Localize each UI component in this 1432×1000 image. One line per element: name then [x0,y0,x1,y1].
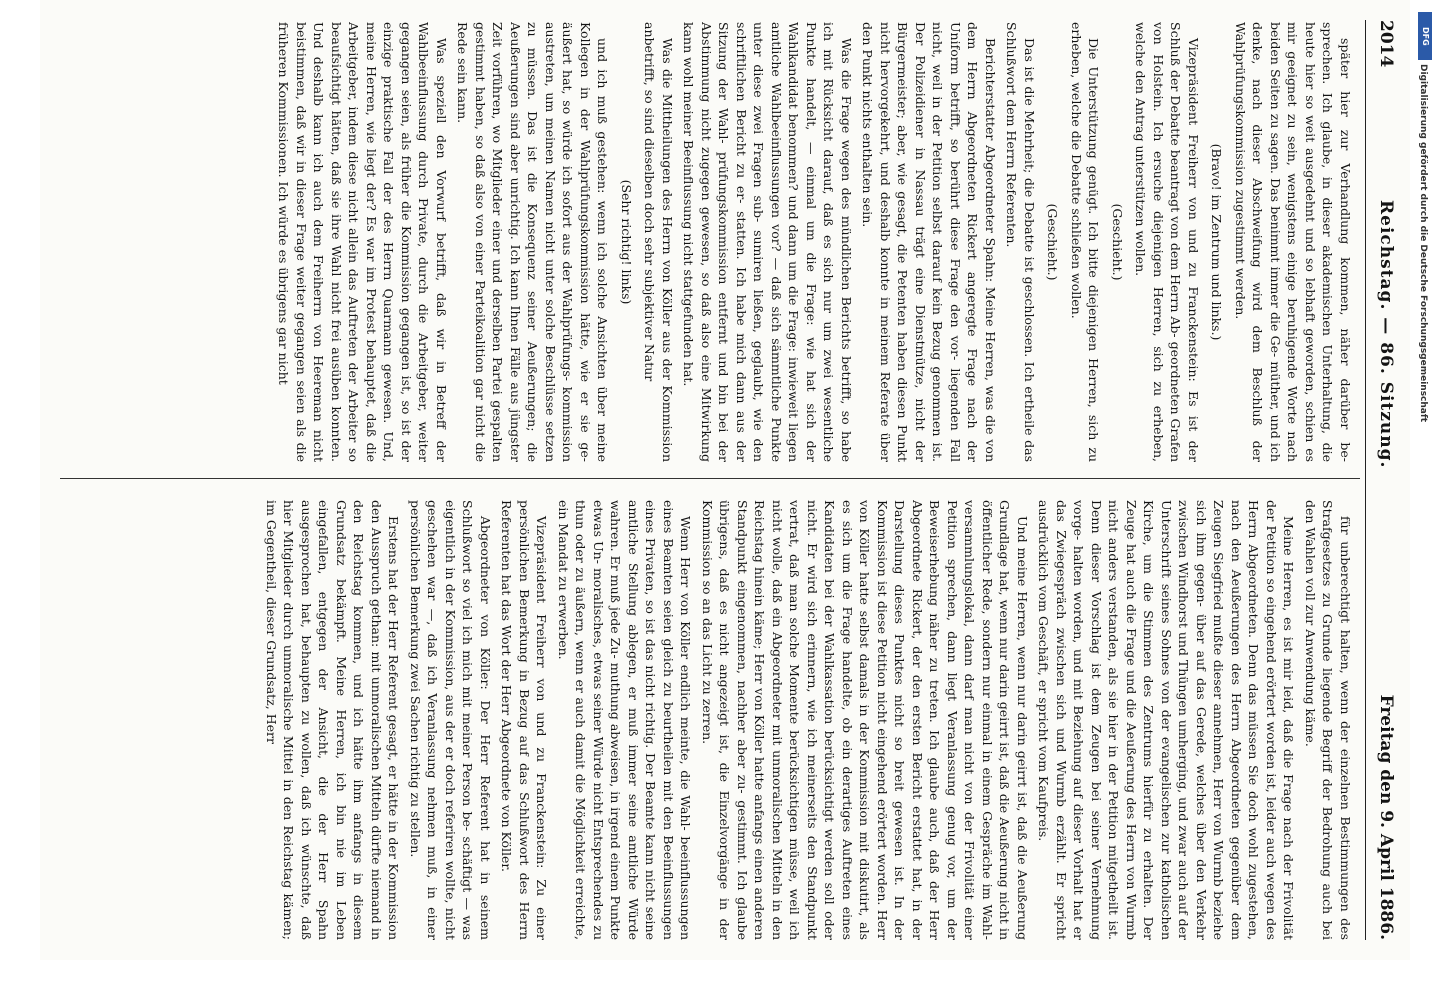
paragraph: Das ist die Mehrheit; die Debatte ist geschlossen. Ich ertheile das Schlußwort dem Herrn Referenten. [1004,22,1037,462]
paragraph: Was die Mittheilungen des Herrn von Köller aus der Kommission anbetrifft, so sind dieselben doch sehr subjektiver Natur [642,22,675,462]
paragraph: Vizepräsident Freiherr von und zu Franckenstein: Es ist der Schluß der Debatte beantragt von dem Herrn Ab- geordneten Grafen von Holstein. Ich ersuche diejenigen Herren, sich zu erheben, welche den Antrag unterstützen wollen. [1133,22,1201,462]
paragraph: Die Unterstützung genügt. Ich bitte diejenigen Herren, sich zu erheben, welche die Debatte schließen wollen. [1069,22,1102,462]
scanned-page [40,0,1410,960]
digitization-credit: Digitalisierung gefördert durch die Deutsche Forschungsgemeinschaft [1418,64,1428,423]
paragraph: Wenn Herr von Köller endlich meinte, die Wahl- beeinflussungen eines Beamten seien gleich zu beurtheilen mit den Beeinflussungen eines Privaten, so ist das nicht richtig. Der Beamte kann nicht seine amtliche Stellung ablegen, er muß immer seine amtliche Würde wahren. Er muß jede Zu- muthung abweisen, in irgend einem Punkte etwas Un- moralisches, etwas seiner Würde nicht Entsprechendes zu thun oder zu äußern, wenn er auch damit die Möglichkeit erreichte, ein Mandat zu erwerben. [556,500,694,940]
session-date: Freitag den 9. April 1886. [1376,694,1396,940]
dfg-logo: DFG [1418,12,1432,60]
paragraph: Vizepräsident Freiherr von und zu Franckenstein: Zu einer persönlichen Bemerkung in Bezug auf das Schlußwort des Herrn Referenten hat das Wort der Herr Abgeordnete von Köller. [499,500,550,940]
paragraph: Abgeordneter von Köller: Der Herr Referent hat in seinem Schlußwort so viel ich mich mit meiner Person be- schäftigt — was eigentlich in der Kommission, aus der er doch referiren wollte, nicht geschehen war —, daß ich Veranlassung nehmen muß, in einer persönlichen Bemerkung zwei Sachen richtig zu stellen. [408,500,493,940]
paragraph: Berichterstatter Abgeordneter Spahn: Meine Herren, was die von dem Herrn Abgeordneten Rickert angeregte Frage nach der Uniform betrifft, so berührt diese Frage den vor- liegenden Fall nicht, weil in der Petition selbst darauf kein Bezug genommen ist. Der Polizeidiener in Nassau trägt eine Dienstmütze, nicht der Bürgermeister; aber, wie gesagt, die Petenten haben diesen Punkt nicht hervorgekehrt, und deshalb konnte in meinem Referate über den Punkt nichts enthalten sein. [860,22,998,462]
paragraph: Und meine Herren, wenn nur darin geirrt ist, daß die Aeußerung Grundlage hat, wenn nur darin geirrt ist, daß die Aeußerung nicht in öffentlicher Rede, sondern nur einmal in einem Gespräche im Wahl- versammlungslokal, dann darf man nicht von der Frivolität einer Petition sprechen, dann liegt Veranlassung genug vor, um der Beweiserhebung näher zu treten. Ich glaube auch, daß der Herr Abgeordnete Rickert, der den ersten Bericht erstattet hat, in der Darstellung dieses Punktes nicht so breit gewesen ist. In der Kommission ist diese Petition nicht eingehend erörtert worden. Herr von Köller hatte selbst damals in der Kommission mit diskutirt, als es sich um die Frage handelte, ob ein derartiges Auftreten eines Kandidaten bei der Wahlkassation berücksichtigt werden soll oder nicht. Er wird sich erinnern, wie ich meinerseits den Standpunkt vertrat, daß man solche Momente berücksichtigen müsse, weil ich nicht wolle, daß ein Abgeordneter mit unmoralischen Mitteln in den Reichstag hinein käme; Herr von Köller hatte anfangs einen anderen Standpunkt eingenommen, nachher aber zu- gestimmt. Ich glaube übrigens, daß es nicht angezeigt ist, die Einzelvorgänge in der Kommission so an das Licht zu zerren. [700,500,1030,940]
paragraph: und ich muß gestehen: wenn ich solche Ansichten über meine Kollegen in der Wahlprüfungskommission hätte, wie er sie ge- äußert hat, so würde ich sofort aus der Wahlprüfungs- kommission austreten, um meinen Namen nicht unter solche Beschlüsse setzen zu müssen. Das ist die Konsequenz seiner Aeußerungen; die Aeußerungen sind aber unrichtig. Ich kann Ihnen Fälle aus jüngster Zeit vorführen, wo Mitglieder einer und derselben Partei gespalten gestimmt haben, so daß also von einer Parteikoalition gar nicht die Rede sein kann. [455,22,611,462]
paragraph: für unberechtigt halten, wenn der einzelnen Bestimmungen des Strafgesetzes zu Grunde liegende Begriff der Bedrohung auch bei den Wahlen voll zur Anwendung käme. [1303,500,1353,940]
paragraph: Was speziell den Vorwurf betrifft, daß wir in Betreff der Wahlbeeinflussung durch Private, durch die Arbeitgeber, weiter gegangen seien, als früher die Kommission gegangen ist, so ist der einzige praktische Fall der des Herrn Quarmann gewesen. Und, meine Herren, wie liegt der? Es war im Protest behauptet, daß die Arbeitgeber, indem diese nicht allein das Auftreten der Arbeiter so beaufsichtigt hätten, daß sie ihre Wahl nicht frei ausüben konnten. Und deshalb kann ich auch dem Freiherrn von Heereman nicht beistimmen, daß wir in dieser Frage weiter gegangen seien als die früheren Kommissionen. Ich würde es übrigens gar nicht [276,22,449,462]
right-column [64,500,1354,940]
session-title: Reichstag. — 86. Sitzung. [1376,200,1396,469]
paragraph: (Geschieht.) [1045,203,1061,281]
paragraph: Was die Frage wegen des mündlichen Berichts betrifft, so habe ich mit Rücksicht darauf, daß es sich nur um zwei wesentliche Punkte handelt, — einmal um die Frage: wie hat sich der Wahlkandidat benommen? und dann um die Frage: inwieweit liegen amtliche Wahlbeeinflussungen vor? — daß sich sämmtliche Punkte unter diese zwei Fragen sub- sumiren ließen, geglaubt, wie den schriftlichen Bericht zu er- statten. Ich habe mich dann aus der Sitzung der Wahl- prüfungskommission entfernt und bin bei der Abstimmung nicht zugegen gewesen, so daß also eine Mitwirkung kann wohl meiner Beeinflussung nicht stattgefunden hat. [681,22,854,462]
left-column [64,22,1354,462]
paragraph: Erstens hat der Herr Referent gesagt, er hätte in der Kommission den Ausspruch gethan: mit unmoralischen Mitteln dürfte niemand in den Reichstag kommen, und ich hätte ihm anfangs in diesem Grundsatz bekämpft. Meine Herren, ich bin nie im Leben eingefallen, entgegen der Ansicht, die der Herr Spahn ausgesprochen hat, behaupten zu wollen, daß ich wünschte, daß hier Mitglieder durch unmoralische Mittel in den Reichstag kämen; im Gegentheil, dieser Grundsatz, Herr [264,500,402,940]
paragraph: später hier zur Verhandlung kommen, näher darüber be- sprechen. Ich glaube, in dieser akademischen Unterhaltung, die heute hier so weit ausgedehnt und so lebhaft geworden, schien es mir geeignet zu sein, wenigstens einige beruhigende Worte nach beiden Seiten zu sagen. Das benimmt immer die Ge- müther, und ich denke, nach dieser Abschweifung wird dem Beschluß der Wahlprüfungskommission zugestimmt werden. [1233,22,1353,462]
paragraph: (Sehr richtig! links) [619,179,634,305]
paragraph: (Bravo! im Zentrum und links.) [1209,143,1225,341]
paragraph: (Geschieht.) [1110,203,1125,281]
column-divider [60,478,1360,479]
page-header [1365,20,1400,940]
paragraph: Meine Herren, es ist mir leid, daß die Frage nach der Frivolität der Petition so eingehend erörtert worden ist, leider auch wegen des Herrn Abgeordneten. Denn das müssen Sie doch wohl zugestehen, nach den Aeußerungen des Herrn Abgeordneten gegenüber dem Zeugen Siegfried mußte dieser annehmen, Herr von Wurmb beziehe sich ihm gegen- über auf das Gerede, welches über den Verkehr zwischen Windhorst und Thüngen umherging, und zwar auch auf der Unterschrift seines Sohnes von der evangelischen zur katholischen Kirche, um die Stimmen des Zentrums hierfür zu erhalten. Der Zeuge hat auch die Frage und die Aeußerung des Herrn von Wurmb nicht anders verstanden, als sie hier in der Petition mitgetheilt ist. Denn dieser Vorschlag ist dem Zeugen bei seiner Vernehmung vorge- halten worden, und mit Beziehung auf dieser Vorhalt hat er das Zwiegespräch zwischen sich und Wurmb erzählt. Er spricht ausdrücklich vom Geschäft, er spricht vom Kaufpreis. [1036,500,1297,940]
page-number: 2014 [1376,20,1396,68]
